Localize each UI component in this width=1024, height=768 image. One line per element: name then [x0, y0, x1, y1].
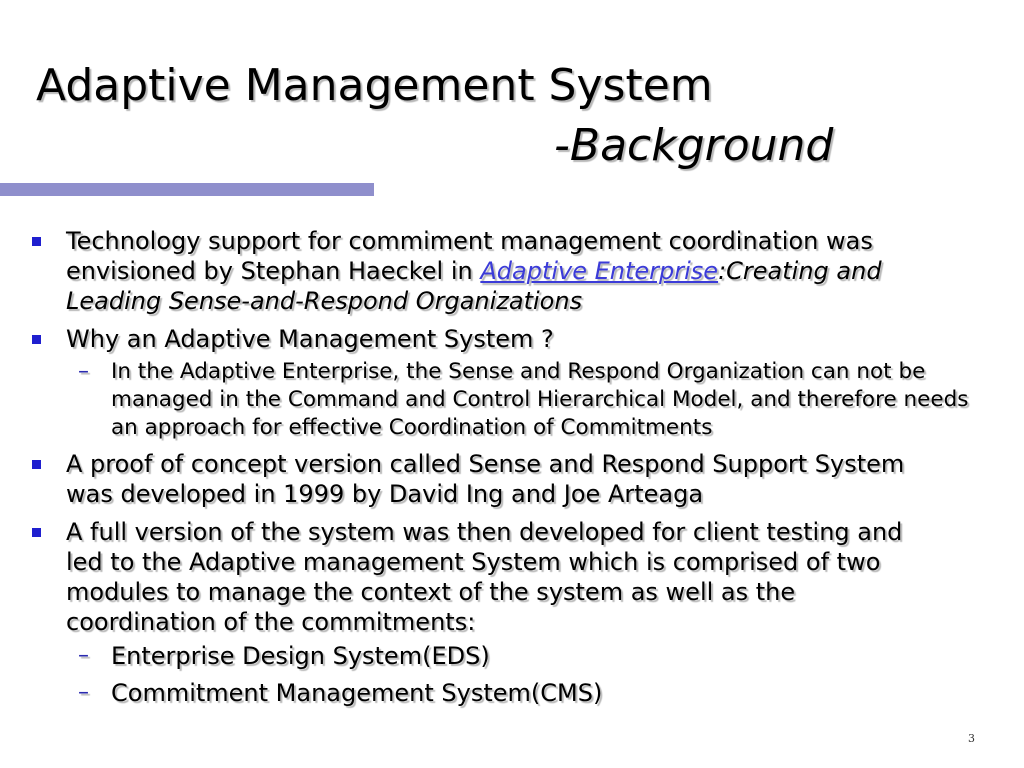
bullet-item — [0, 449, 1024, 509]
bullet-text-italic: :Creating and Leading Sense-and-Respond Organizations — [66, 257, 882, 315]
sub-bullet-item — [0, 641, 1024, 671]
dash-bullet-icon: – — [78, 680, 89, 705]
square-bullet-icon — [32, 237, 41, 246]
dash-bullet-icon: – — [78, 643, 89, 668]
page-number: 3 — [968, 732, 975, 745]
bullet-text: A proof of concept version called Sense and Respond Support System was developed in 1999 by David Ing and Joe Arteaga — [66, 450, 905, 508]
square-bullet-icon — [32, 528, 41, 537]
bullet-item — [0, 226, 1024, 316]
sub-bullet-item — [0, 358, 1024, 442]
bullet-item — [0, 324, 1024, 354]
bullet-text: Technology support for commiment management coordination was envisioned by Stephan Haeckel in — [66, 227, 873, 285]
slide-subtitle: -Background — [554, 120, 834, 171]
sub-bullet-text: Enterprise Design System(EDS) — [111, 642, 490, 670]
sub-bullet-text: Commitment Management System(CMS) — [111, 679, 603, 707]
dash-bullet-icon: – — [78, 359, 89, 384]
slide-title: Adaptive Management System — [36, 60, 713, 111]
bullet-text: A full version of the system was then developed for client testing and led to the Adaptive management System which is comprised of two modules to manage the context of the system as well as the coordination of the commitments: — [66, 518, 903, 636]
sub-bullet-text: In the Adaptive Enterprise, the Sense and Respond Organization can not be managed in the Command and Control Hierarchical Model, and therefore needs an approach for effective Coordination of Commitments — [111, 359, 969, 440]
bullet-text: Why an Adaptive Management System ? — [66, 325, 554, 353]
bullet-item — [0, 517, 1024, 637]
square-bullet-icon — [32, 460, 41, 469]
square-bullet-icon — [32, 335, 41, 344]
bullet-list — [0, 226, 1024, 715]
title-accent-bar — [0, 183, 374, 196]
sub-bullet-item — [0, 678, 1024, 708]
adaptive-enterprise-link[interactable]: Adaptive Enterprise — [480, 257, 719, 285]
